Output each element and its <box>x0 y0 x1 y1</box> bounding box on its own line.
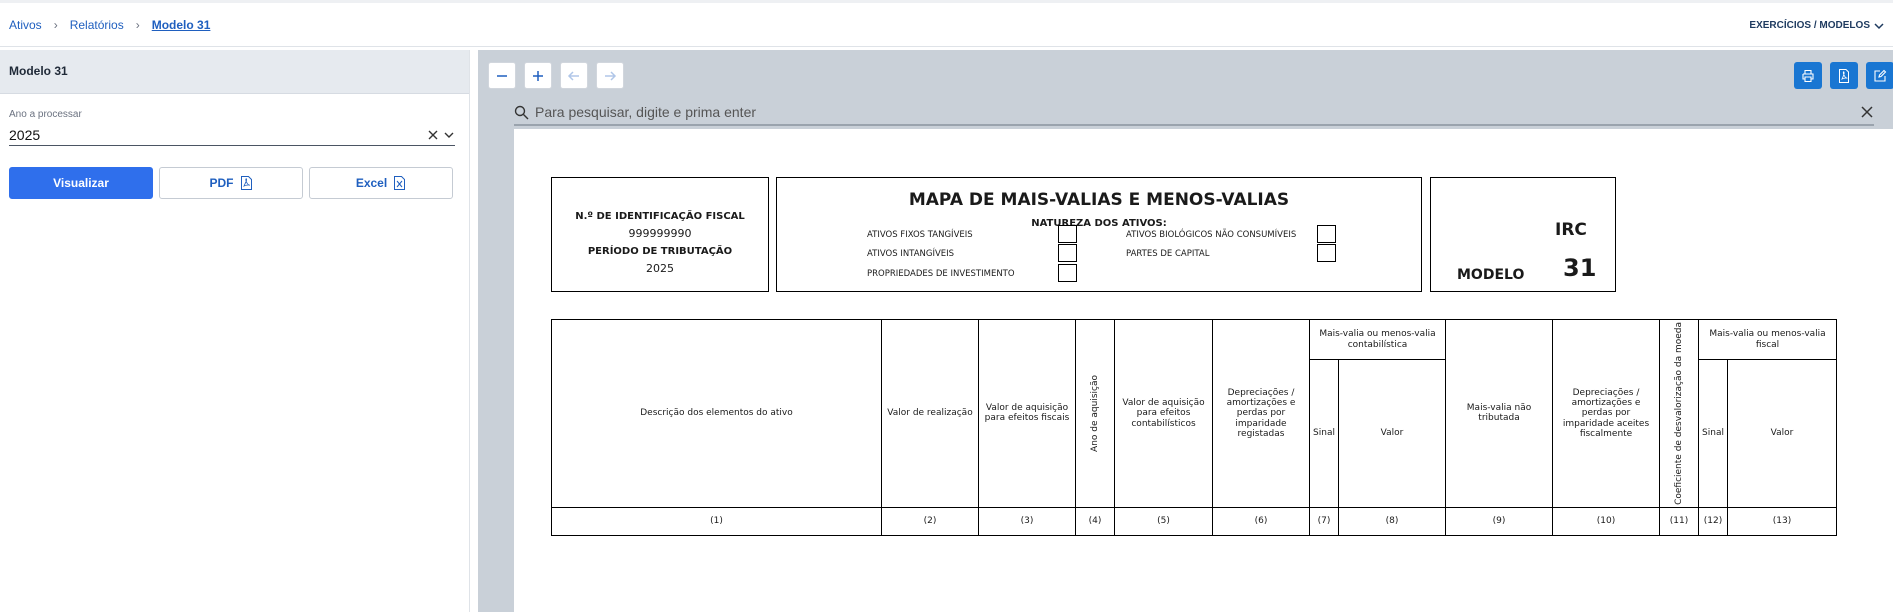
breadcrumb-current[interactable]: Modelo 31 <box>151 18 211 32</box>
breadcrumb-relatorios[interactable]: Relatórios <box>69 18 124 32</box>
col-number: (1) <box>552 507 882 535</box>
breadcrumb <box>9 18 210 32</box>
col-coeficiente <box>1660 320 1699 508</box>
group-contabilistica: Mais-valia ou menos-valia contabilística <box>1310 320 1446 360</box>
option-ativos-intangiveis: ATIVOS INTANGÍVEIS <box>867 249 955 259</box>
col-valor-contab: Valor <box>1339 360 1446 508</box>
checkbox-propriedades[interactable] <box>1058 264 1077 282</box>
col-depreciacoes-aceites: Depreciações / amortizações e perdas por imparidade aceites fiscalmente <box>1553 320 1660 508</box>
col-descricao: Descrição dos elementos do ativo <box>552 320 882 508</box>
column-number-row <box>552 507 1837 535</box>
periodo-label: PERÍODO DE TRIBUTAÇÃO <box>587 246 733 257</box>
visualizar-button[interactable] <box>9 167 153 199</box>
menu-label: EXERCÍCIOS / MODELOS <box>1749 20 1870 31</box>
parameters-panel <box>0 50 470 612</box>
col-valor-aquisicao-fiscal: Valor de aquisição para efeitos fiscais <box>979 320 1076 508</box>
export-pdf-button[interactable] <box>1830 62 1858 89</box>
col-number: (10) <box>1553 507 1660 535</box>
arrow-left-icon <box>567 69 581 83</box>
col-number: (3) <box>979 507 1076 535</box>
report-page <box>514 129 1893 612</box>
modelo-number: 31 <box>1563 254 1597 282</box>
exercicios-modelos-menu[interactable] <box>1749 20 1884 31</box>
checkbox-ativos-intangiveis[interactable] <box>1058 244 1077 262</box>
option-ativos-fixos: ATIVOS FIXOS TANGÍVEIS <box>867 230 973 240</box>
minus-icon <box>495 69 509 83</box>
document-title: MAPA DE MAIS-VALIAS E MENOS-VALIAS <box>908 190 1290 210</box>
col-sinal-fiscal: Sinal <box>1699 360 1728 508</box>
pdf-file-icon <box>1837 69 1851 83</box>
natureza-label: NATUREZA DOS ATIVOS: <box>1031 218 1167 229</box>
edit-button[interactable] <box>1866 62 1893 89</box>
close-icon[interactable] <box>1860 105 1874 119</box>
checkbox-partes-capital[interactable] <box>1317 244 1336 262</box>
panel-title: Modelo 31 <box>0 50 469 94</box>
nif-label: N.º DE IDENTIFICAÇÃO FISCAL <box>575 211 745 222</box>
search-input[interactable] <box>535 104 1860 120</box>
excel-button[interactable] <box>309 167 453 199</box>
year-field <box>9 109 455 146</box>
top-bar <box>0 0 1893 47</box>
chevron-right-icon: › <box>135 18 140 32</box>
report-viewer <box>478 50 1893 612</box>
col-mais-valia-nao-tributada: Mais-valia não tributada <box>1446 320 1553 508</box>
checkbox-ativos-biologicos[interactable] <box>1317 225 1336 243</box>
search-icon <box>514 105 529 120</box>
col-ano-aquisicao <box>1076 320 1115 508</box>
pdf-file-icon <box>240 176 253 190</box>
year-select[interactable] <box>9 124 455 146</box>
excel-file-icon <box>393 176 406 190</box>
year-field-label: Ano a processar <box>9 109 82 120</box>
visualizar-label: Visualizar <box>53 176 109 190</box>
col-number: (2) <box>882 507 979 535</box>
periodo-value: 2025 <box>646 262 674 275</box>
col-number: (9) <box>1446 507 1553 535</box>
year-value: 2025 <box>9 126 41 143</box>
col-valor-fiscal: Valor <box>1728 360 1837 508</box>
col-number: (4) <box>1076 507 1115 535</box>
print-button[interactable] <box>1794 62 1822 89</box>
previous-page-button[interactable] <box>560 62 588 89</box>
col-valor-realizacao: Valor de realização <box>882 320 979 508</box>
checkbox-ativos-fixos[interactable] <box>1058 225 1077 243</box>
next-page-button[interactable] <box>596 62 624 89</box>
irc-box <box>1430 177 1616 292</box>
col-number: (8) <box>1339 507 1446 535</box>
col-number: (13) <box>1728 507 1837 535</box>
chevron-down-icon <box>1874 21 1884 31</box>
clear-icon[interactable] <box>427 129 439 141</box>
col-number: (5) <box>1115 507 1213 535</box>
col-sinal-contab: Sinal <box>1310 360 1339 508</box>
printer-icon <box>1801 69 1815 83</box>
irc-label: IRC <box>1555 220 1587 240</box>
col-number: (7) <box>1310 507 1339 535</box>
zoom-out-button[interactable] <box>488 62 516 89</box>
col-coeficiente-label: Coeficiente de desvalorização da moeda <box>1673 322 1684 505</box>
arrow-right-icon <box>603 69 617 83</box>
assets-table <box>551 319 1837 536</box>
search-underline <box>514 124 1874 126</box>
col-ano-aquisicao-label: Ano de aquisição <box>1089 374 1100 452</box>
excel-label: Excel <box>355 176 388 190</box>
chevron-right-icon: › <box>53 18 58 32</box>
col-valor-aquisicao-contab: Valor de aquisição para efeitos contabilísticos <box>1115 320 1213 508</box>
col-number: (6) <box>1213 507 1310 535</box>
nif-value: 999999990 <box>628 227 692 240</box>
col-depreciacoes-registadas: Depreciações / amortizações e perdas por imparidade registadas <box>1213 320 1310 508</box>
group-fiscal: Mais-valia ou menos-valia fiscal <box>1699 320 1837 360</box>
option-propriedades: PROPRIEDADES DE INVESTIMENTO <box>867 269 1015 279</box>
title-box <box>776 177 1422 292</box>
col-number: (11) <box>1660 507 1699 535</box>
chevron-down-icon[interactable] <box>443 129 455 141</box>
plus-icon <box>531 69 545 83</box>
pdf-button[interactable] <box>159 167 303 199</box>
modelo-label: MODELO <box>1457 267 1525 283</box>
nif-box <box>551 177 769 292</box>
option-ativos-biologicos: ATIVOS BIOLÓGICOS NÃO CONSUMÍVEIS <box>1126 230 1297 240</box>
breadcrumb-ativos[interactable]: Ativos <box>9 18 42 32</box>
search-bar <box>514 98 1874 126</box>
pdf-label: PDF <box>209 176 234 190</box>
col-number: (12) <box>1699 507 1728 535</box>
option-partes-capital: PARTES DE CAPITAL <box>1126 249 1210 259</box>
zoom-in-button[interactable] <box>524 62 552 89</box>
edit-icon <box>1873 69 1887 83</box>
